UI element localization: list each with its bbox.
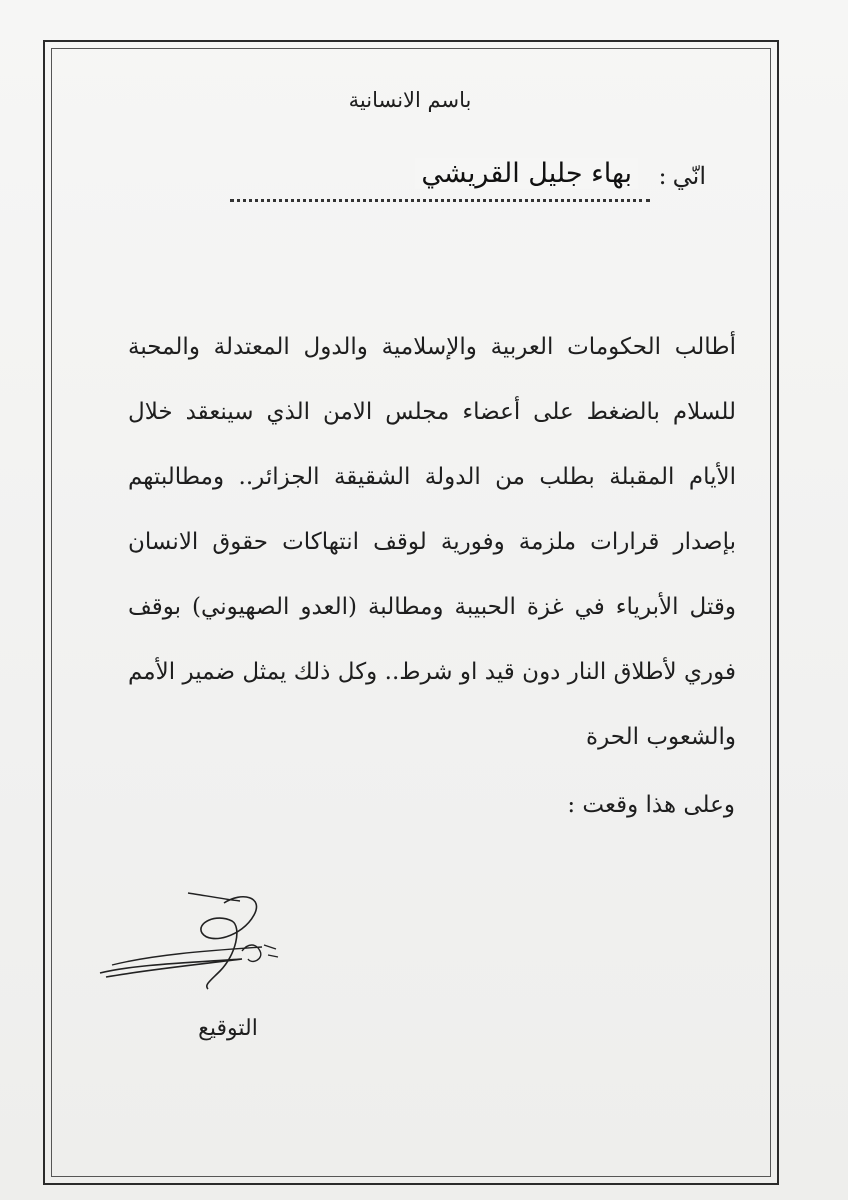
handwritten-signature: [92, 885, 282, 995]
declaration-body: [128, 315, 736, 770]
declarant-name-field: [230, 158, 650, 208]
declarant-colon: :: [658, 162, 667, 190]
declarant-name: بهاء جليل القريشي: [415, 158, 638, 189]
declaration-paragraph: أطالب الحكومات العربية والإسلامية والدول المعتدلة والمحبة للسلام بالضغط على أعضاء مجلس الامن الذي سينعقد خلال الأيام المقبلة بطلب من الدولة الشقيقة الجزائر.. ومطالبتهم بإصدار قرارات ملزمة وفورية لوقف انتهاكات حقوق الانسان وقتل الأبرياء في غزة الحبيبة ومطالبة (العدو الصهيوني) بوقف فوري لأطلاق النار دون قيد او شرط.. وكل ذلك يمثل ضمير الأمم والشعوب الحرة: [128, 334, 736, 750]
declarant-label: انّي: [672, 162, 706, 190]
declarant-label-row: [659, 162, 706, 190]
dotted-fill-line: [230, 199, 650, 202]
signature-label: التوقيع: [198, 1016, 258, 1041]
document-heading: باسم الانسانية: [348, 88, 472, 112]
closing-line: وعلى هذا وقعت :: [567, 792, 735, 818]
